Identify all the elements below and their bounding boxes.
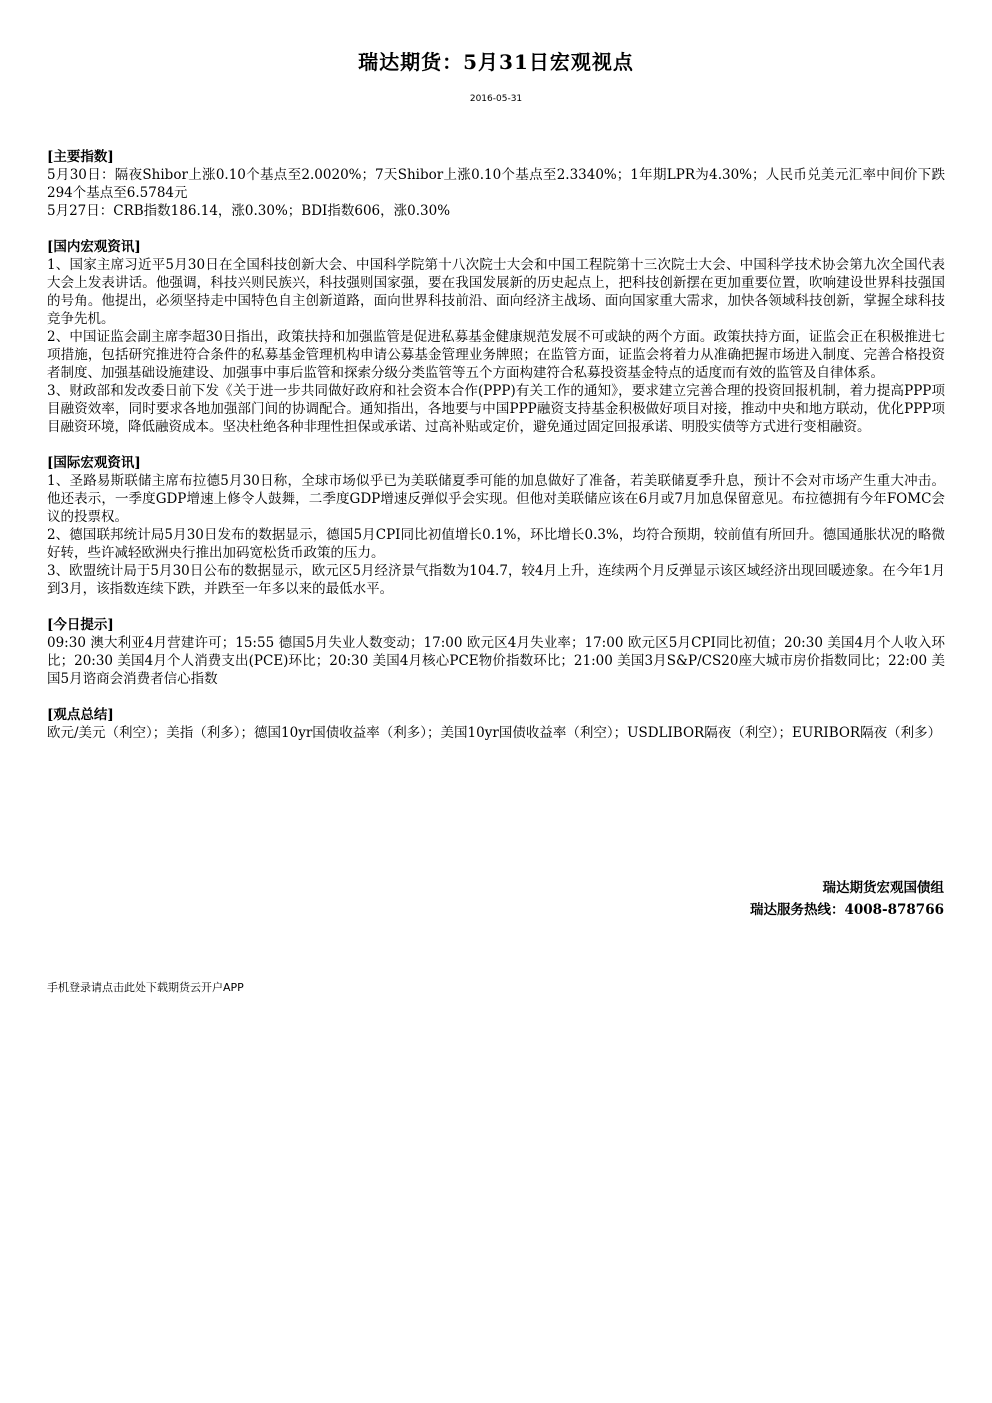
paragraph: 5月27日：CRB指数186.14，涨0.30%；BDI指数606，涨0.30% [47,203,451,219]
paragraph: 2、德国联邦统计局5月30日发布的数据显示，德国5月CPI同比初值增长0.1%，环比增长0.3%，均符合预期，较前值有所回升。德国通胀状况的略微好转，些许减轻欧洲央行推出加码宽松货币政策的压力。 [47,527,945,561]
section-main-indices [47,148,945,220]
section-heading: [今日提示] [47,617,114,633]
paragraph: 3、欧盟统计局于5月30日公布的数据显示，欧元区5月经济景气指数为104.7，较4月上升，连续两个月反弹显示该区域经济出现回暖迹象。在今年1月到3月，该指数连续下跌，并跌至一年多以来的最低水平。 [47,563,945,597]
signature-group: 瑞达期货宏观国债组 [822,880,944,896]
signature-hotline: 瑞达服务热线：4008-878766 [749,902,944,918]
report-body [47,148,945,760]
section-heading: [观点总结] [47,707,114,723]
download-app-link[interactable]: 手机登录请点击此处下载期货云开户APP [47,981,244,994]
paragraph: 5月30日：隔夜Shibor上涨0.10个基点至2.0020%；7天Shibor上涨0.10个基点至2.3340%；1年期LPR为4.30%；人民币兑美元汇率中间价下跌294个基点至6.5784元 [47,167,945,201]
paragraph: 09:30 澳大利亚4月营建许可；15:55 德国5月失业人数变动；17:00 欧元区4月失业率；17:00 欧元区5月CPI同比初值；20:30 美国4月个人收入环比；20:30 美国4月个人消费支出(PCE)环比；20:30 美国4月核心PCE物价指数环比；21:00 美国3月S&P/CS20座大城市房价指数同比；22:00 美国5月谘商会消费者信心指数 [47,635,945,687]
paragraph: 1、国家主席习近平5月30日在全国科技创新大会、中国科学院第十八次院士大会和中国工程院第十三次院士大会、中国科学技术协会第九次全国代表大会上发表讲话。他强调，科技兴则民族兴，科技强则国家强，要在我国发展新的历史起点上，把科技创新摆在更加重要位置，吹响建设世界科技强国的号角。他提出，必须坚持走中国特色自主创新道路，面向世界科技前沿、面向经济主战场、面向国家重大需求，加快各领域科技创新，掌握全球科技竞争先机。 [47,257,945,327]
section-heading: [主要指数] [47,149,114,165]
paragraph: 3、财政部和发改委日前下发《关于进一步共同做好政府和社会资本合作(PPP)有关工作的通知》，要求建立完善合理的投资回报机制，着力提高PPP项目融资效率，同时要求各地加强部门间的协调配合。通知指出，各地要与中国PPP融资支持基金积极做好项目对接，推动中央和地方联动，优化PPP项目融资环境，降低融资成本。坚决杜绝各种非理性担保或承诺、过高补贴或定价，避免通过固定回报承诺、明股实债等方式进行变相融资。 [47,383,945,435]
paragraph: 2、中国证监会副主席李超30日指出，政策扶持和加强监管是促进私募基金健康规范发展不可或缺的两个方面。政策扶持方面，证监会正在积极推进七项措施，包括研究推进符合条件的私募基金管理机构申请公募基金管理业务牌照；在监管方面，证监会将着力从准确把握市场进入制度、完善合格投资者制度、加强基础设施建设、加强事中事后监管和探索分级分类监管等五个方面构建符合私募投资基金特点的适度而有效的监管及自律体系。 [47,329,945,381]
document-title: 瑞达期货：5月31日宏观视点 [358,50,634,74]
signature-block [750,877,944,921]
section-domestic-macro [47,238,945,436]
section-heading: [国内宏观资讯] [47,239,141,255]
section-international-macro [47,454,945,598]
section-today-reminders [47,616,945,688]
paragraph: 1、圣路易斯联储主席布拉德5月30日称，全球市场似乎已为美联储夏季可能的加息做好了准备，若美联储夏季升息，预计不会对市场产生重大冲击。他还表示，一季度GDP增速上修令人鼓舞，二季度GDP增速反弹似乎会实现。但他对美联储应该在6月或7月加息保留意见。布拉德拥有今年FOMC会议的投票权。 [47,473,945,525]
section-heading: [国际宏观资讯] [47,455,141,471]
paragraph: 欧元/美元（利空）；美指（利多）；德国10yr国债收益率（利多）；美国10yr国债收益率（利空）；USDLIBOR隔夜（利空）；EURIBOR隔夜（利多） [47,725,942,741]
document-date: 2016-05-31 [469,94,523,104]
section-view-summary [47,706,945,742]
